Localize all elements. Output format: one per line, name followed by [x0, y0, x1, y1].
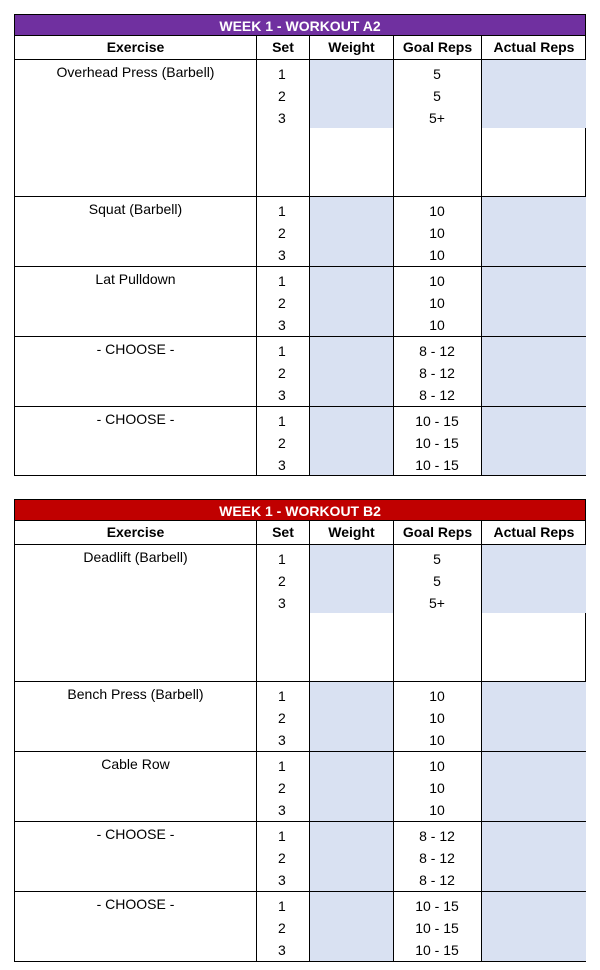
exercise-name: Overhead Press (Barbell)	[56, 64, 215, 80]
set-number: 3	[278, 595, 286, 611]
set-number: 2	[278, 850, 286, 866]
goal-reps: 10	[429, 317, 445, 333]
set-number: 2	[278, 435, 286, 451]
goal-reps: 10 - 15	[415, 942, 459, 958]
set-number: 1	[278, 758, 286, 774]
workout-b-table	[14, 499, 586, 962]
goal-reps: 5+	[429, 595, 445, 611]
header-exercise: Exercise	[106, 524, 165, 540]
set-number: 2	[278, 88, 286, 104]
goal-reps: 10	[429, 295, 445, 311]
header-set: Set	[272, 524, 294, 540]
actual-reps-input[interactable]	[482, 197, 586, 266]
set-number: 1	[278, 273, 286, 289]
actual-reps-input[interactable]	[482, 60, 586, 128]
actual-reps-input[interactable]	[482, 822, 586, 891]
goal-reps: 8 - 12	[419, 387, 455, 403]
set-number: 2	[278, 365, 286, 381]
actual-reps-input[interactable]	[482, 892, 586, 961]
exercise-group	[15, 545, 585, 682]
set-number: 1	[278, 343, 286, 359]
exercise-name: Deadlift (Barbell)	[83, 549, 188, 565]
set-number: 1	[278, 551, 286, 567]
actual-reps-input[interactable]	[482, 545, 586, 613]
goal-reps: 5	[433, 88, 441, 104]
goal-reps: 8 - 12	[419, 850, 455, 866]
actual-reps-input[interactable]	[482, 407, 586, 475]
goal-reps: 10	[429, 780, 445, 796]
exercise-group	[15, 337, 585, 407]
header-goal-reps: Goal Reps	[402, 39, 473, 55]
goal-reps: 10 - 15	[415, 413, 459, 429]
goal-reps: 8 - 12	[419, 828, 455, 844]
goal-reps: 10	[429, 802, 445, 818]
set-number: 2	[278, 920, 286, 936]
exercise-group	[15, 60, 585, 197]
workout-grid	[14, 521, 586, 962]
set-number: 3	[278, 732, 286, 748]
set-number: 1	[278, 413, 286, 429]
goal-reps: 10 - 15	[415, 920, 459, 936]
exercise-name[interactable]: - CHOOSE -	[96, 826, 175, 842]
actual-reps-input[interactable]	[482, 267, 586, 336]
set-number: 2	[278, 295, 286, 311]
goal-reps: 10	[429, 758, 445, 774]
set-number: 2	[278, 225, 286, 241]
header-set: Set	[272, 39, 294, 55]
goal-reps: 8 - 12	[419, 365, 455, 381]
exercise-name: Bench Press (Barbell)	[67, 686, 204, 702]
set-number: 1	[278, 688, 286, 704]
set-number: 1	[278, 66, 286, 82]
exercise-group	[15, 267, 585, 337]
goal-reps: 5+	[429, 110, 445, 126]
exercise-group	[15, 822, 585, 892]
exercise-group	[15, 197, 585, 267]
actual-reps-input[interactable]	[482, 682, 586, 751]
set-number: 2	[278, 780, 286, 796]
goal-reps: 5	[433, 66, 441, 82]
goal-reps: 8 - 12	[419, 872, 455, 888]
set-number: 3	[278, 802, 286, 818]
goal-reps: 5	[433, 551, 441, 567]
weight-input[interactable]	[310, 682, 393, 751]
workout-grid	[14, 36, 586, 476]
set-number: 3	[278, 387, 286, 403]
column-header-row	[15, 36, 585, 60]
set-number: 1	[278, 203, 286, 219]
exercise-group	[15, 752, 585, 822]
set-number: 3	[278, 110, 286, 126]
weight-input[interactable]	[310, 545, 393, 613]
goal-reps: 10	[429, 203, 445, 219]
header-actual-reps: Actual Reps	[493, 524, 575, 540]
workout-a-table	[14, 14, 586, 476]
workout-title: WEEK 1 - WORKOUT B2	[14, 499, 586, 521]
set-number: 3	[278, 247, 286, 263]
actual-reps-input[interactable]	[482, 752, 586, 821]
exercise-name: Squat (Barbell)	[88, 201, 183, 217]
goal-reps: 10	[429, 225, 445, 241]
set-number: 1	[278, 898, 286, 914]
weight-input[interactable]	[310, 407, 393, 475]
set-number: 3	[278, 942, 286, 958]
weight-input[interactable]	[310, 60, 393, 128]
exercise-name[interactable]: - CHOOSE -	[96, 341, 175, 357]
goal-reps: 10	[429, 247, 445, 263]
goal-reps: 10	[429, 688, 445, 704]
column-header-row	[15, 521, 585, 545]
exercise-group	[15, 892, 585, 962]
goal-reps: 10	[429, 710, 445, 726]
header-goal-reps: Goal Reps	[402, 524, 473, 540]
goal-reps: 10	[429, 732, 445, 748]
header-actual-reps: Actual Reps	[493, 39, 575, 55]
exercise-group	[15, 682, 585, 752]
header-weight: Weight	[328, 39, 375, 55]
set-number: 2	[278, 710, 286, 726]
set-number: 3	[278, 872, 286, 888]
exercise-name: Lat Pulldown	[95, 271, 176, 287]
goal-reps: 5	[433, 573, 441, 589]
goal-reps: 10 - 15	[415, 457, 459, 473]
workout-title: WEEK 1 - WORKOUT A2	[14, 14, 586, 36]
header-exercise: Exercise	[106, 39, 165, 55]
exercise-group	[15, 407, 585, 476]
set-number: 2	[278, 573, 286, 589]
weight-input[interactable]	[310, 197, 393, 266]
weight-input[interactable]	[310, 752, 393, 821]
goal-reps: 10	[429, 273, 445, 289]
weight-input[interactable]	[310, 337, 393, 406]
exercise-name: Cable Row	[101, 756, 170, 772]
actual-reps-input[interactable]	[482, 337, 586, 406]
header-weight: Weight	[328, 524, 375, 540]
set-number: 1	[278, 828, 286, 844]
exercise-name[interactable]: - CHOOSE -	[96, 411, 175, 427]
set-number: 3	[278, 457, 286, 473]
goal-reps: 10 - 15	[415, 435, 459, 451]
set-number: 3	[278, 317, 286, 333]
weight-input[interactable]	[310, 892, 393, 961]
goal-reps: 8 - 12	[419, 343, 455, 359]
goal-reps: 10 - 15	[415, 898, 459, 914]
exercise-name[interactable]: - CHOOSE -	[96, 896, 175, 912]
weight-input[interactable]	[310, 267, 393, 336]
weight-input[interactable]	[310, 822, 393, 891]
